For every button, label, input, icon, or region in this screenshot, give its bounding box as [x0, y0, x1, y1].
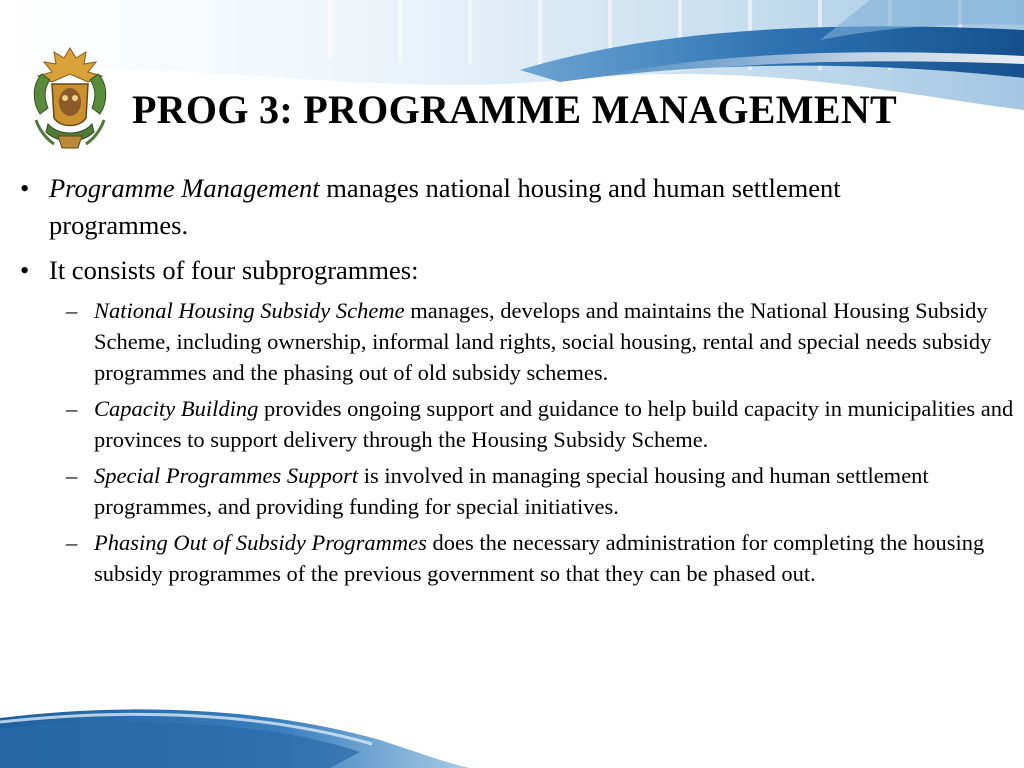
subprogramme-description: does the necessary administration for completing the housing subsidy programmes of the previous government so that they can be phased out.: [94, 530, 985, 586]
subprogramme-item: [0, 295, 1024, 388]
subprogramme-name: Phasing Out of Subsidy Programmes: [94, 530, 427, 555]
bullet-item: [0, 252, 1024, 289]
bullet-text: manages national housing and human settlement programmes.: [49, 173, 841, 240]
slide-title: PROG 3: PROGRAMME MANAGEMENT: [132, 87, 897, 132]
subprogramme-description: manages, develops and maintains the National Housing Subsidy Scheme, including ownership, informal land rights, social housing, rental and special needs subsidy programmes and the phasing out of old subsidy schemes.: [94, 298, 992, 385]
bullet-marker: •: [20, 173, 30, 203]
subprogramme-description: provides ongoing support and guidance to help build capacity in municipalities and provinces to support delivery through the Housing Subsidy Scheme.: [94, 396, 1014, 452]
slide-content: [0, 170, 1024, 594]
bullet-marker: •: [20, 255, 30, 285]
dash-marker: –: [66, 396, 78, 421]
bullet-item: [0, 170, 1024, 244]
subprogramme-item: [0, 460, 1024, 522]
bullet-text: It consists of four subprogrammes:: [49, 255, 419, 285]
subprogramme-name: Capacity Building: [94, 396, 259, 421]
subprogramme-description: is involved in managing special housing and human settlement programmes, and providing funding for special initiatives.: [94, 463, 929, 519]
subprogramme-item: [0, 393, 1024, 455]
bottom-banner-decoration: [0, 698, 1024, 768]
dash-marker: –: [66, 463, 78, 488]
coat-of-arms-icon: [28, 44, 112, 156]
subprogramme-name: National Housing Subsidy Scheme: [94, 298, 405, 323]
dash-marker: –: [66, 298, 78, 323]
dash-marker: –: [66, 530, 78, 555]
bullet-lead-text: Programme Management: [49, 173, 320, 203]
subprogramme-name: Special Programmes Support: [94, 463, 359, 488]
subprogramme-item: [0, 527, 1024, 589]
subprogramme-list: [0, 295, 1024, 589]
